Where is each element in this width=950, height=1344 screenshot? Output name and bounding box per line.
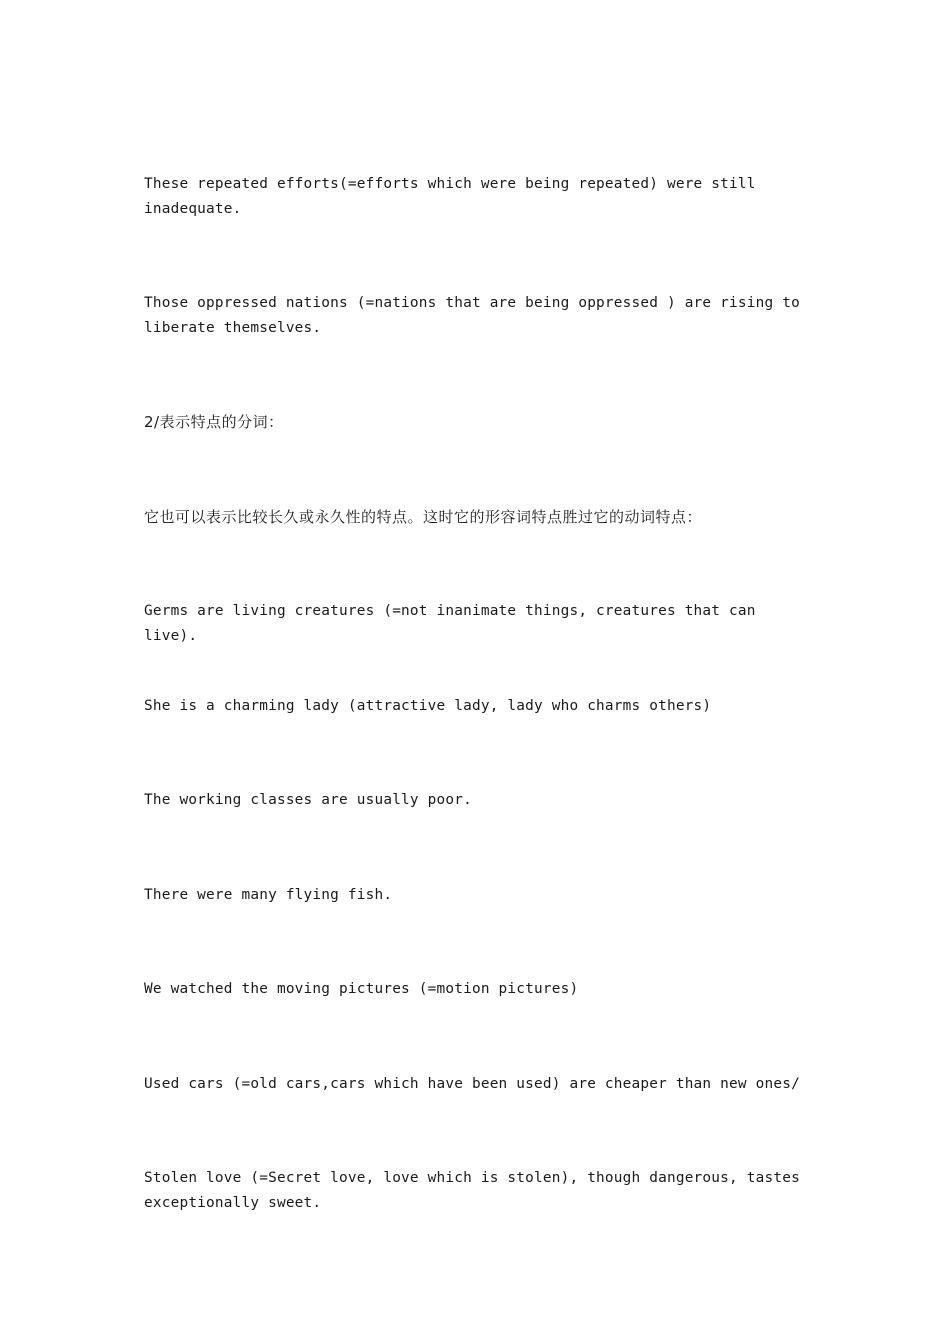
paragraph-flying-fish: There were many flying fish. xyxy=(144,887,393,903)
paragraph-stolen-love: Stolen love (=Secret love, love which is stolen), though dangerous, tastes exceptionally sweet. xyxy=(144,1170,800,1211)
section-heading-participle-characteristics: 2/表示特点的分词： xyxy=(144,413,284,431)
paragraph-oppressed-nations: Those oppressed nations (=nations that are being oppressed ) are rising to liberate themselves. xyxy=(144,295,800,336)
paragraph-used-cars: Used cars (=old cars,cars which have been used) are cheaper than new ones/ xyxy=(144,1076,800,1092)
paragraph-characteristics-explanation: 它也可以表示比较长久或永久性的特点。这时它的形容词特点胜过它的动词特点： xyxy=(144,508,703,526)
paragraph-charming-lady: She is a charming lady (attractive lady, lady who charms others) xyxy=(144,698,712,714)
paragraph-moving-pictures: We watched the moving pictures (=motion pictures) xyxy=(144,981,579,997)
paragraph-germs-living: Germs are living creatures (=not inanimate things, creatures that can live). xyxy=(144,603,756,644)
paragraph-repeated-efforts: These repeated efforts(=efforts which were being repeated) were still inadequate. xyxy=(144,176,756,217)
paragraph-working-classes: The working classes are usually poor. xyxy=(144,792,472,808)
